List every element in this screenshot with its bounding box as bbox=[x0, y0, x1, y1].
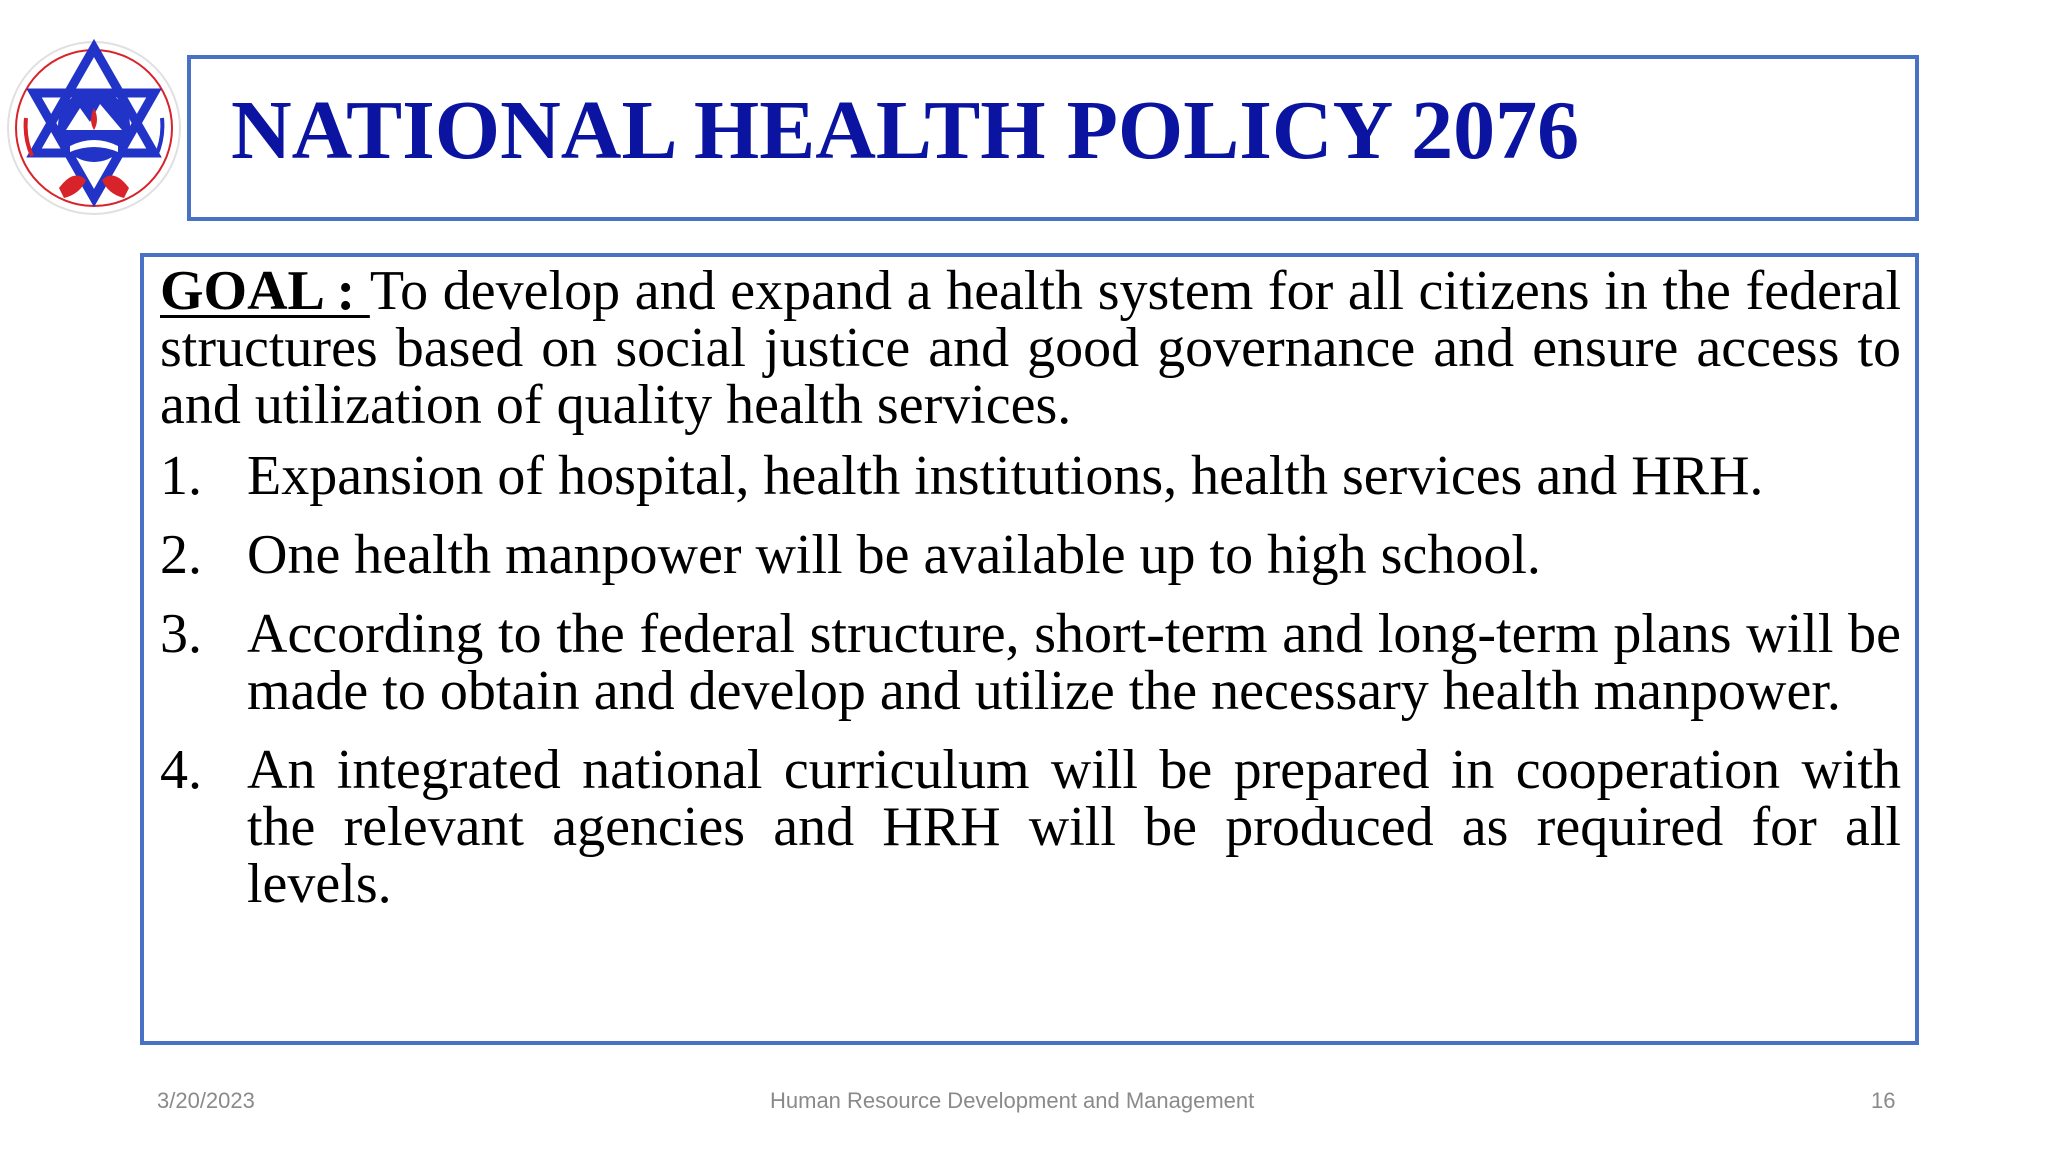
footer-date: 3/20/2023 bbox=[157, 1088, 255, 1113]
title-box bbox=[187, 55, 1919, 221]
list-item-text: One health manpower will be available up to high school. bbox=[247, 524, 1541, 586]
list-item-text: Expansion of hospital, health institutions, health services and HRH. bbox=[247, 445, 1764, 507]
content bbox=[160, 260, 1902, 935]
goal-label: GOAL : bbox=[160, 260, 370, 322]
content-box bbox=[140, 253, 1919, 1045]
footer-title: Human Resource Development and Management bbox=[770, 1088, 1255, 1113]
footer-page-number: 16 bbox=[1871, 1088, 1896, 1113]
goal-paragraph bbox=[160, 260, 1902, 436]
list-item-text: An integrated national curriculum will be prepared in cooperation with the relevant agencies and HRH will be produced as required for all levels. bbox=[247, 739, 1901, 915]
list-item-number: 4. bbox=[160, 739, 202, 801]
list-item bbox=[160, 445, 1901, 507]
list-item bbox=[160, 739, 1901, 915]
list-item-text: According to the federal structure, short-term and long-term plans will be made to obtain and develop and utilize the necessary health manpower. bbox=[247, 603, 1901, 722]
list-item bbox=[160, 524, 1901, 586]
policy-list bbox=[160, 445, 1901, 915]
university-emblem-icon bbox=[4, 38, 184, 218]
list-item-number: 3. bbox=[160, 603, 202, 665]
list-item-number: 1. bbox=[160, 445, 202, 507]
goal-text: To develop and expand a health system for all citizens in the federal structures based on social justice and good governance and ensure access to and utilization of quality health services. bbox=[160, 260, 1902, 436]
list-item-number: 2. bbox=[160, 524, 202, 586]
list-item bbox=[160, 603, 1901, 722]
slide-title: NATIONAL HEALTH POLICY 2076 bbox=[231, 84, 1580, 177]
